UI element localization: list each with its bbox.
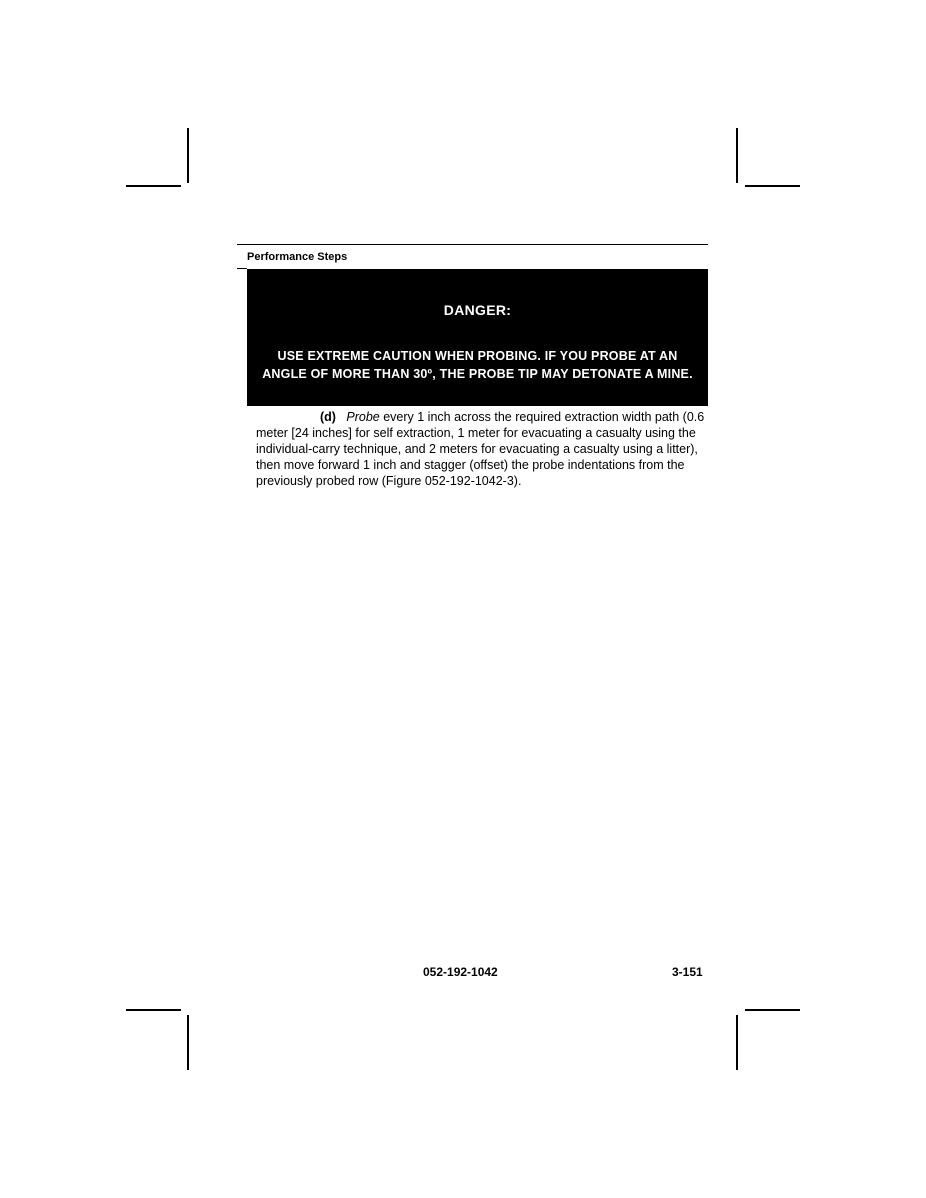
page-number: 3-151: [672, 965, 703, 979]
crop-mark-bottom-left-vertical: [187, 1015, 189, 1070]
danger-title: DANGER:: [443, 302, 512, 318]
crop-mark-top-right-vertical: [736, 128, 738, 183]
danger-warning-box: [247, 269, 708, 406]
crop-mark-bottom-right-vertical: [736, 1015, 738, 1070]
danger-message: USE EXTREME CAUTION WHEN PROBING. IF YOU PROBE AT AN ANGLE OF MORE THAN 30º, THE PROBE TIP MAY DETONATE A MINE.: [262, 349, 693, 381]
crop-mark-top-left-vertical: [187, 128, 189, 183]
step-d-paragraph: [256, 409, 706, 489]
crop-mark-top-right-horizontal: [745, 185, 800, 187]
header-rule: [237, 244, 708, 245]
step-marker: (d): [320, 410, 336, 424]
crop-mark-bottom-right-horizontal: [745, 1009, 800, 1011]
heading-tick-rule: [237, 268, 247, 269]
footer-task-number: 052-192-1042: [423, 965, 498, 979]
step-emphasis: Probe: [346, 410, 380, 424]
crop-mark-top-left-horizontal: [126, 185, 181, 187]
crop-mark-bottom-left-horizontal: [126, 1009, 181, 1011]
step-body-text: every 1 inch across the required extraction width path (0.6 meter [24 inches] for self extraction, 1 meter for evacuating a casualty using the individual-carry technique, and 2 meters for evacuating a casualty using a litter), then move forward 1 inch and stagger (offset) the probe indentations from the previously probed row (Figure 052-192-1042-3).: [256, 410, 705, 488]
section-heading: Performance Steps: [247, 251, 348, 263]
